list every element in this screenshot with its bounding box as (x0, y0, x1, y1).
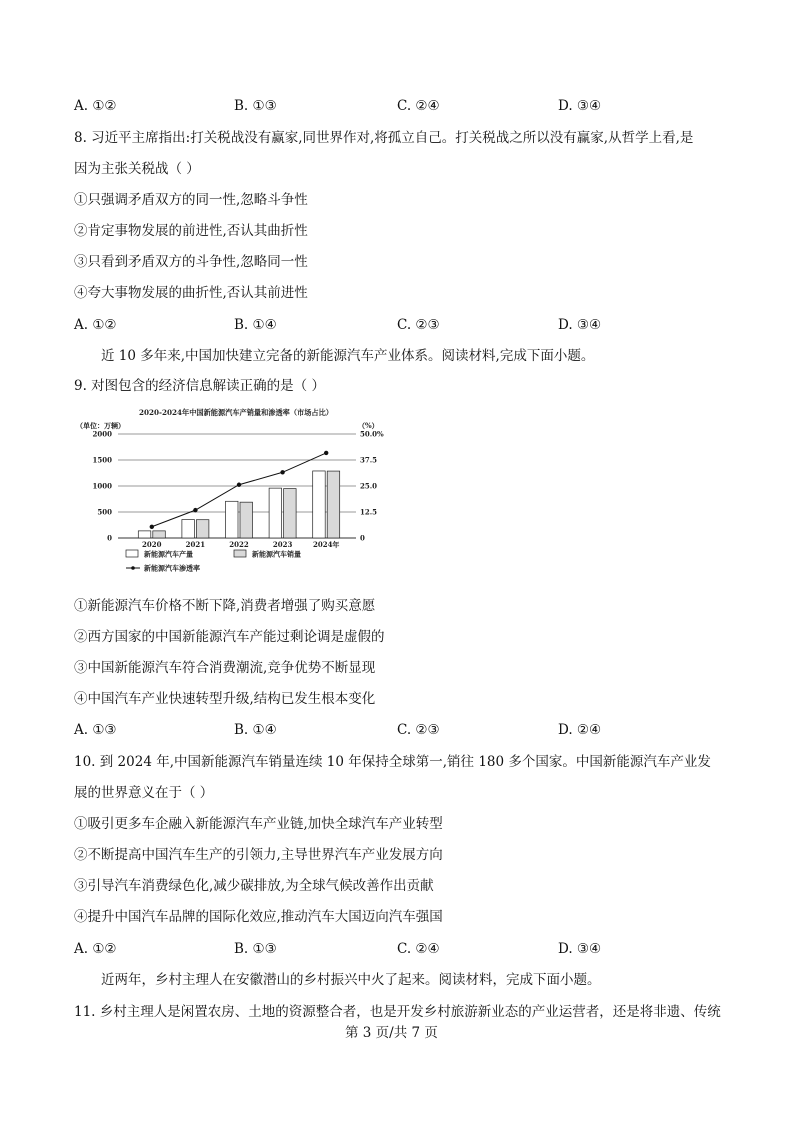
y-tick-label-right: 37.5 (360, 455, 378, 465)
bar-sales (196, 520, 209, 538)
legend-swatch-sales (234, 550, 246, 557)
y-tick-label-left: 1500 (92, 455, 112, 465)
q7-option-d: D. ③④ (558, 98, 602, 114)
penetration-point (280, 470, 284, 474)
penetration-point (324, 451, 328, 455)
q8-stem-line1: 8. 习近平主席指出:打关税战没有赢家,同世界作对,将孤立自己。打关税战之所以没有赢家,从哲学上看,是 (74, 130, 694, 146)
q8-option-a: A. ①② (74, 317, 117, 333)
bar-production (182, 520, 195, 538)
bar-production (313, 471, 326, 538)
q9-item-1: ①新能源汽车价格不断下降,消费者增强了购买意愿 (74, 598, 376, 614)
y-tick-label-right: 50.0% (360, 429, 384, 439)
ev-chart (74, 404, 396, 582)
q9-option-a: A. ①③ (74, 722, 117, 738)
q8-item-3: ③只看到矛盾双方的斗争性,忽略同一性 (74, 254, 308, 270)
q10-option-d: D. ③④ (558, 941, 602, 957)
q9-item-3: ③中国新能源汽车符合消费潮流,竞争优势不断显现 (74, 660, 376, 676)
y-tick-label-right: 0 (360, 533, 365, 543)
q10-option-b: B. ①③ (234, 941, 277, 957)
bar-sales (240, 502, 253, 538)
y-tick-label-right: 12.5 (360, 507, 378, 517)
legend-label-sales: 新能源汽车销量 (252, 549, 301, 559)
penetration-point (237, 483, 241, 487)
legend-label-production: 新能源汽车产量 (144, 549, 193, 559)
bar-sales (284, 489, 297, 538)
y-tick-label-right: 25.0 (360, 481, 378, 491)
q8-item-1: ①只强调矛盾双方的同一性,忽略斗争性 (74, 192, 308, 208)
x-tick-label: 2023 (272, 540, 293, 549)
y-tick-label-left: 0 (107, 533, 112, 543)
x-tick-label: 2020 (142, 540, 162, 549)
penetration-point (150, 525, 154, 529)
chart-title: 2020-2024年中国新能源汽车产销量和渗透率（市场占比） (139, 408, 333, 417)
y-tick-label-left: 500 (97, 507, 112, 517)
q10-item-3: ③引导汽车消费绿色化,减少碳排放,为全球气候改善作出贡献 (74, 878, 434, 894)
q8-option-c: C. ②③ (397, 317, 440, 333)
x-tick-label: 2021 (185, 540, 206, 549)
bar-production (138, 531, 151, 538)
x-tick-label: 2022 (229, 540, 249, 549)
penetration-line (152, 453, 326, 527)
bar-production (269, 488, 282, 538)
q9-option-b: B. ①④ (234, 722, 277, 738)
q11-stem-line1: 11. 乡村主理人是闲置农房、土地的资源整合者，也是开发乡村旅游新业态的产业运营者，还是将非遗、传统 (74, 1004, 721, 1020)
legend-label-penetration: 新能源汽车渗透率 (144, 563, 200, 573)
chart-y-unit-left: （单位：万辆） (76, 421, 125, 430)
intro-9-10: 近 10 多年来,中国加快建立完备的新能源汽车产业体系。阅读材料,完成下面小题。 (101, 348, 595, 364)
q9-option-d: D. ②④ (558, 722, 602, 738)
q9-option-c: C. ②③ (397, 722, 440, 738)
q8-option-b: B. ①④ (234, 317, 277, 333)
penetration-point (193, 508, 197, 512)
q7-option-a: A. ①② (74, 98, 117, 114)
q7-option-b: B. ①③ (234, 98, 277, 114)
x-tick-label: 2024年 (312, 540, 340, 549)
q8-option-d: D. ③④ (558, 317, 602, 333)
legend-swatch-dot (131, 566, 135, 570)
y-tick-label-left: 2000 (92, 429, 112, 439)
ev-chart-svg (74, 404, 396, 582)
q10-stem-line2: 展的世界意义在于（ ） (74, 785, 214, 801)
q10-option-a: A. ①② (74, 941, 117, 957)
q10-stem-line1: 10. 到 2024 年,中国新能源汽车销量连续 10 年保持全球第一,销往 180 多个国家。中国新能源汽车产业发 (74, 754, 711, 770)
bar-sales (153, 531, 166, 538)
bar-sales (327, 471, 340, 538)
legend-swatch-production (126, 550, 138, 557)
q9-item-4: ④中国汽车产业快速转型升级,结构已发生根本变化 (74, 691, 376, 707)
q10-item-4: ④提升中国汽车品牌的国际化效应,推动汽车大国迈向汽车强国 (74, 909, 443, 925)
q9-stem: 9. 对图包含的经济信息解读正确的是（ ） (74, 378, 325, 394)
q9-item-2: ②西方国家的中国新能源汽车产能过剩论调是虚假的 (74, 629, 385, 645)
q8-stem-line2: 因为主张关税战（ ） (74, 161, 200, 177)
q10-option-c: C. ②④ (397, 941, 440, 957)
q10-item-1: ①吸引更多车企融入新能源汽车产业链,加快全球汽车产业转型 (74, 816, 443, 832)
page-footer: 第 3 页/共 7 页 (345, 1025, 438, 1041)
bar-production (226, 501, 239, 538)
q8-item-2: ②肯定事物发展的前进性,否认其曲折性 (74, 223, 308, 239)
q10-item-2: ②不断提高中国汽车生产的引领力,主导世界汽车产业发展方向 (74, 847, 443, 863)
y-tick-label-left: 1000 (92, 481, 112, 491)
q7-option-c: C. ②④ (397, 98, 440, 114)
q8-item-4: ④夸大事物发展的曲折性,否认其前进性 (74, 285, 308, 301)
chart-y-unit-right: （%） (358, 421, 379, 430)
intro-11: 近两年，乡村主理人在安徽潜山的乡村振兴中火了起来。阅读材料，完成下面小题。 (101, 972, 601, 988)
